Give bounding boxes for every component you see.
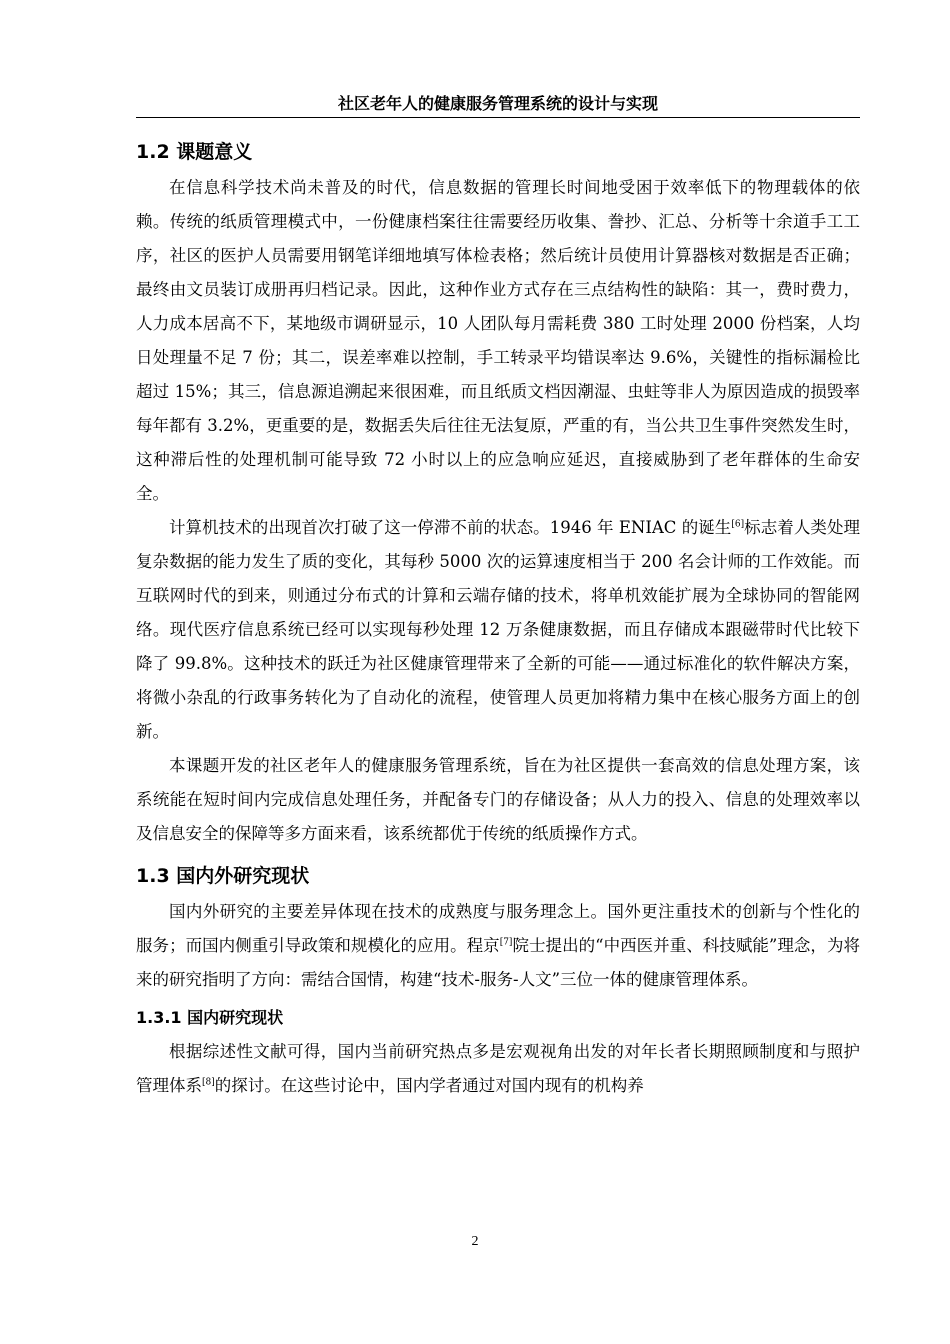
paragraph-text: 的探讨。在这些讨论中，国内学者通过对国内现有的机构养 — [214, 1076, 644, 1095]
citation-ref: [8] — [202, 1077, 215, 1088]
paragraph-1-3-1 — [136, 895, 860, 997]
header-rule — [136, 117, 860, 118]
page-body — [136, 133, 860, 1103]
paragraph-text: 计算机技术的出现首次打破了这一停滞不前的状态。1946 年 ENIAC 的诞生 — [169, 518, 732, 537]
section-heading-1-2: 1.2 课题意义 — [136, 141, 253, 163]
paragraph-1-2-1: 在信息科学技术尚未普及的时代，信息数据的管理长时间地受困于效率低下的物理载体的依赖。传统的纸质管理模式中，一份健康档案往往需要经历收集、誊抄、汇总、分析等十余道手工工序，社区的医护人员需要用钢笔详细地填写体检表格；然后统计员使用计算器核对数据是否正确；最终由文员装订成册再归档记录。因此，这种作业方式存在三点结构性的缺陷：其一，费时费力，人力成本居高不下，某地级市调研显示，10 人团队每月需耗费 380 工时处理 2000 份档案，人均日处理量不足 7 份；其二，误差率难以控制，手工转录平均错误率达 9.6%，关键性的指标漏检比超过 15%；其三，信息源追溯起来很困难，而且纸质文档因潮湿、虫蛀等非人为原因造成的损毁率每年都有 3.2%，更重要的是，数据丢失后往往无法复原，严重的有，当公共卫生事件突然发生时，这种滞后性的处理机制可能导致 72 小时以上的应急响应延迟，直接威胁到了老年群体的生命安全。 — [136, 178, 860, 503]
page-number: 2 — [471, 1234, 479, 1249]
paragraph-1-3-1-1 — [136, 1035, 860, 1103]
citation-ref: [6] — [731, 519, 745, 530]
paragraph-1-2-3: 本课题开发的社区老年人的健康服务管理系统，旨在为社区提供一套高效的信息处理方案，该系统能在短时间内完成信息处理任务，并配备专门的存储设备；从人力的投入、信息的处理效率以及信息安全的保障等多方面来看，该系统都优于传统的纸质操作方式。 — [136, 756, 860, 843]
subsection-heading-1-3-1: 1.3.1 国内研究现状 — [136, 1008, 284, 1027]
section-heading-1-3: 1.3 国内外研究现状 — [136, 865, 310, 887]
paragraph-text: 标志着人类处理复杂数据的能力发生了质的变化，其每秒 5000 次的运算速度相当于 200 名会计师的工作效能。而互联网时代的到来，则通过分布式的计算和云端存储的技术，将单机效能扩展为全球协同的智能网络。现代医疗信息系统已经可以实现每秒处理 12 万条健康数据，而且存储成本跟磁带时代比较下降了 99.8%。这种技术的跃迁为社区健康管理带来了全新的可能——通过标准化的软件解决方案，将微小杂乱的行政事务转化为了自动化的流程，使管理人员更加将精力集中在核心服务方面上的创新。 — [136, 518, 860, 741]
running-header: 社区老年人的健康服务管理系统的设计与实现 — [337, 94, 658, 113]
paragraph-text: 根据综述性文献可得，国内当前研究热点多是宏观视角出发的对年长者长期照顾制度和与照护管理体系 — [136, 1042, 860, 1095]
citation-ref: [7] — [499, 937, 513, 948]
paragraph-1-2-2 — [136, 511, 860, 749]
paragraph-text: 院士提出的“中西医并重、科技赋能”理念，为将来的研究指明了方向：需结合国情，构建“技术-服务-人文”三位一体的健康管理体系。 — [136, 936, 860, 989]
paragraph-text: 国内外研究的主要差异体现在技术的成熟度与服务理念上。国外更注重技术的创新与个性化的服务；而国内侧重引导政策和规模化的应用。程京 — [136, 902, 860, 955]
